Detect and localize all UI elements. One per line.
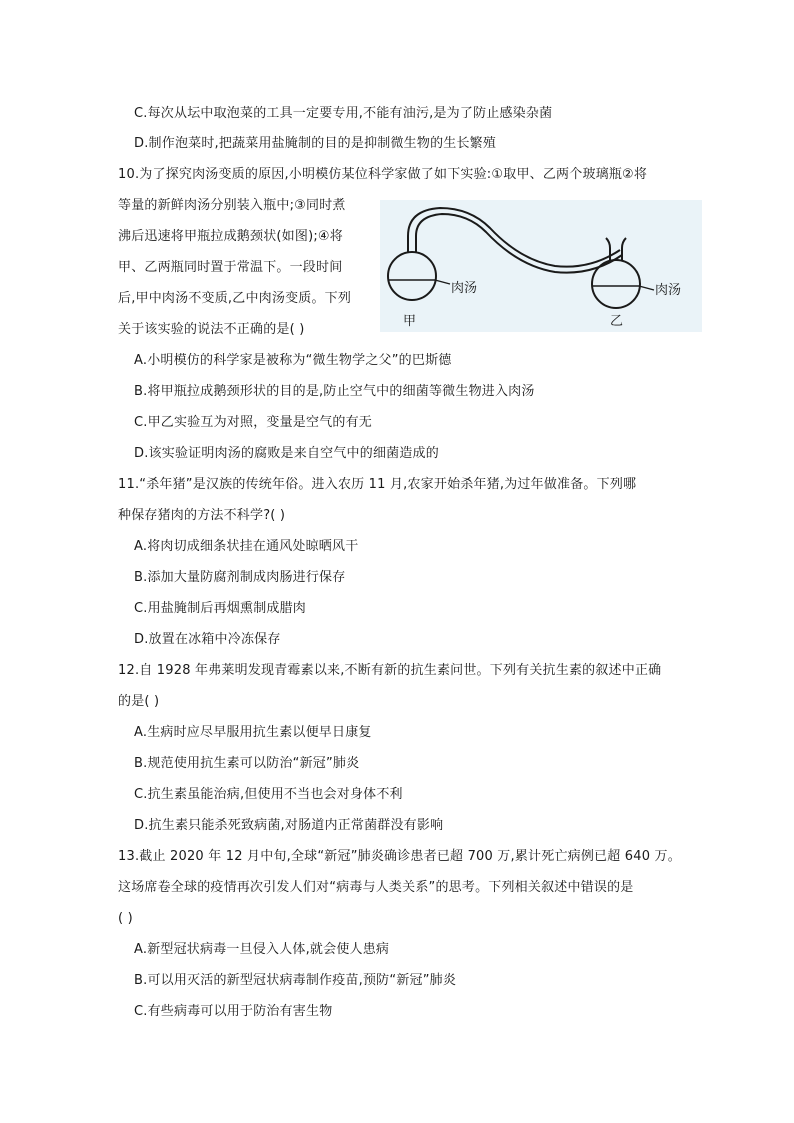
q12-option-c: C.抗生素虽能治病,但使用不当也会对身体不利 [134, 787, 403, 802]
q12-option-b: B.规范使用抗生素可以防治“新冠”肺炎 [134, 756, 360, 771]
q10-stem-line-3: 沸后迅速将甲瓶拉成鹅颈状(如图);④将 [118, 229, 343, 244]
q13-stem-line-3: ( ) [118, 911, 133, 926]
q9-option-c: C.每次从坛中取泡菜的工具一定要专用,不能有油污,是为了防止感染杂菌 [134, 106, 553, 121]
q10-option-a: A.小明模仿的科学家是被称为“微生物学之父”的巴斯德 [134, 353, 452, 368]
q10-stem-line-4: 甲、乙两瓶同时置于常温下。一段时间 [118, 260, 343, 275]
swan-neck-flask-figure [380, 200, 702, 332]
q11-stem-line-1: 11.“杀年猪”是汉族的传统年俗。进入农历 11 月,农家开始杀年猪,为过年做准备。下列哪 [118, 477, 637, 492]
q9-option-d: D.制作泡菜时,把蔬菜用盐腌制的目的是抑制微生物的生长繁殖 [134, 136, 497, 151]
q10-stem-line-2: 等量的新鲜肉汤分别装入瓶中;③同时煮 [118, 198, 346, 213]
q11-option-c: C.用盐腌制后再烟熏制成腊肉 [134, 601, 307, 616]
q12-stem-line-2: 的是( ) [118, 694, 160, 709]
q12-stem-line-1: 12.自 1928 年弗莱明发现青霉素以来,不断有新的抗生素问世。下列有关抗生素的叙述中正确 [118, 663, 662, 678]
q13-option-b: B.可以用灭活的新型冠状病毒制作疫苗,预防“新冠”肺炎 [134, 973, 457, 988]
q11-stem-line-2: 种保存猪肉的方法不科学?( ) [118, 508, 286, 523]
q11-option-d: D.放置在冰箱中冷冻保存 [134, 632, 281, 647]
q10-option-b: B.将甲瓶拉成鹅颈形状的目的是,防止空气中的细菌等微生物进入肉汤 [134, 384, 535, 399]
broth-label-right: 肉汤 [655, 283, 682, 298]
q10-stem-line-1: 10.为了探究肉汤变质的原因,小明模仿某位科学家做了如下实验:①取甲、乙两个玻璃瓶②将 [118, 167, 648, 182]
label-yi: 乙 [610, 314, 624, 329]
q10-stem-line-6: 关于该实验的说法不正确的是( ) [118, 322, 305, 337]
q10-option-d: D.该实验证明肉汤的腐败是来自空气中的细菌造成的 [134, 446, 439, 461]
q11-option-a: A.将肉切成细条状挂在通风处晾晒风干 [134, 539, 359, 554]
broth-label-left: 肉汤 [451, 281, 478, 296]
q12-option-d: D.抗生素只能杀死致病菌,对肠道内正常菌群没有影响 [134, 818, 444, 833]
q13-option-c: C.有些病毒可以用于防治有害生物 [134, 1004, 333, 1019]
figure-background [380, 200, 702, 332]
q11-option-b: B.添加大量防腐剂制成肉肠进行保存 [134, 570, 346, 585]
q12-option-a: A.生病时应尽早服用抗生素以便早日康复 [134, 725, 372, 740]
q10-option-c: C.甲乙实验互为对照，变量是空气的有无 [134, 415, 373, 430]
q13-stem-line-2: 这场席卷全球的疫情再次引发人们对“病毒与人类关系”的思考。下列相关叙述中错误的是 [118, 880, 634, 895]
q13-stem-line-1: 13.截止 2020 年 12 月中旬,全球“新冠”肺炎确诊患者已超 700 万,累计死亡病例已超 640 万。 [118, 849, 681, 864]
q10-stem-line-5: 后,甲中肉汤不变质,乙中肉汤变质。下列 [118, 291, 352, 306]
label-jia: 甲 [403, 314, 417, 329]
q13-option-a: A.新型冠状病毒一旦侵入人体,就会使人患病 [134, 942, 390, 957]
